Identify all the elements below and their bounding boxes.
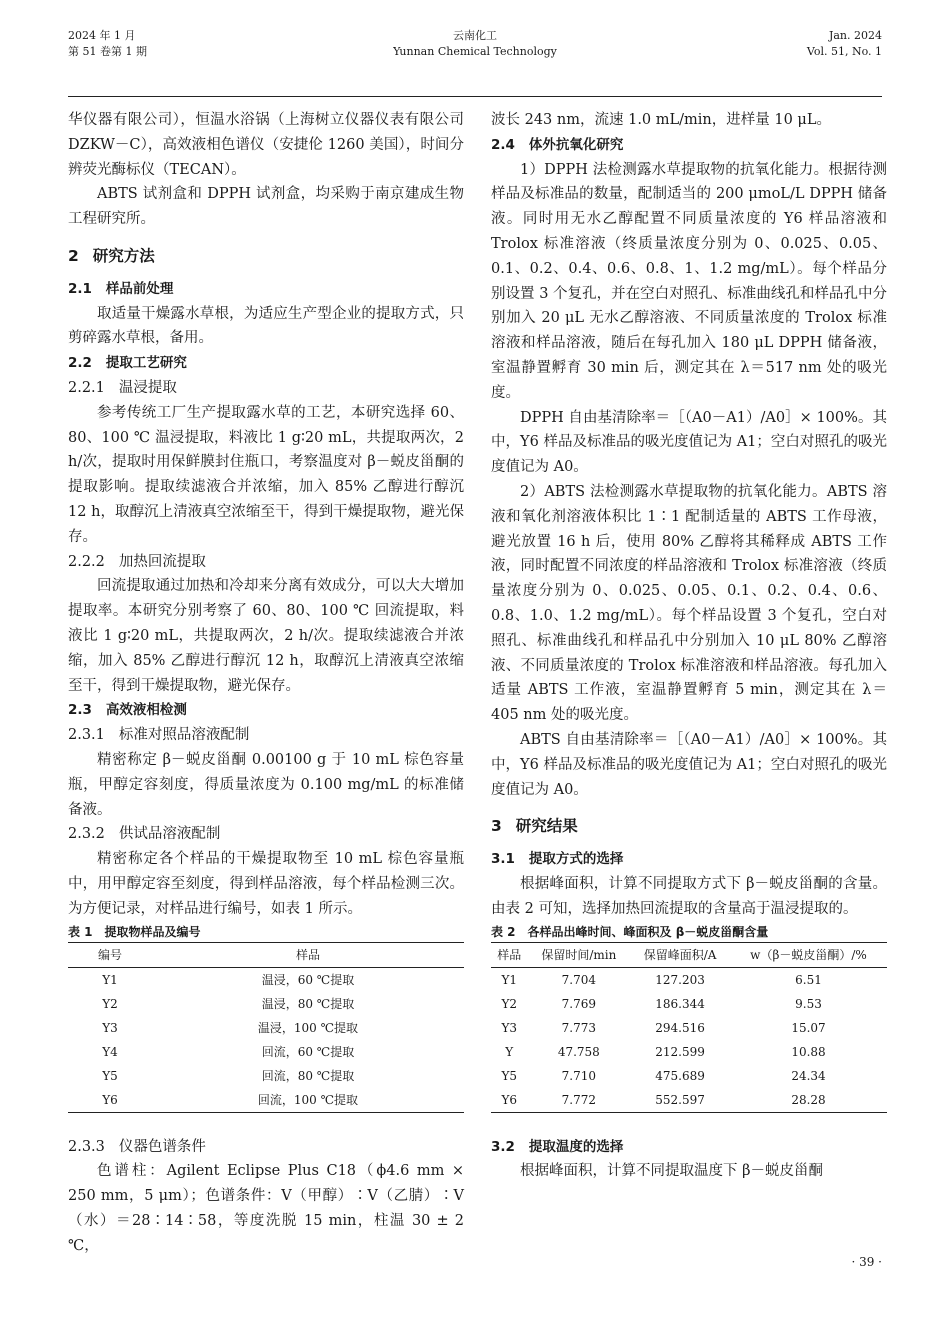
volume-issue-en-line: Vol. 51, No. 1: [806, 45, 882, 58]
results-table: [491, 942, 887, 1113]
table-cell: Y5: [102, 1068, 118, 1083]
table-cell: 294.516: [655, 1020, 705, 1035]
table-header-cell: 保留时间/min: [527, 942, 630, 967]
table-cell: 7.773: [561, 1020, 596, 1035]
table-cell: Y6: [68, 1088, 152, 1113]
subsection-title: 提取方式的选择: [528, 851, 624, 868]
section-title: 研究方法: [92, 246, 155, 265]
table-cell: Y3: [501, 1020, 517, 1035]
table-cell: 回流，80 ℃提取: [261, 1068, 355, 1083]
subsection-title: 体外抗氧化研究: [528, 136, 624, 153]
header-rule: [68, 96, 882, 97]
table-row: [68, 1088, 464, 1113]
subsection-number: 2.2: [68, 355, 92, 372]
table-row: [68, 1064, 464, 1088]
table-header-cell: 保留峰面积/A: [630, 942, 730, 967]
paragraph: 华仪器有限公司），恒温水浴锅（上海树立仪器仪表有限公司 DZKW－C），高效液相色谱仪（安捷伦 1260 美国），时间分辨荧光酶标仪（TECAN）。: [68, 112, 464, 178]
table-header-cell: 样品: [152, 942, 464, 967]
page-number: · 39 ·: [851, 1255, 882, 1269]
right-column: [491, 108, 887, 1184]
paragraph: 根据峰面积，计算不同提取方式下 β－蜕皮甾酮的含量。由表 2 可知，选择加热回流提取的含量高于温浸提取的。: [491, 875, 887, 917]
table-cell: 温浸，100 ℃提取: [257, 1020, 359, 1035]
table-cell: Y2: [501, 996, 517, 1011]
table-cell: 47.758: [557, 1044, 600, 1059]
subsubsection-number: 2.3.1: [68, 727, 105, 744]
subsection-heading: [68, 351, 464, 376]
table-cell: 9.53: [795, 996, 822, 1011]
table-cell: Y1: [501, 972, 517, 987]
table-cell: Y1: [102, 972, 118, 987]
subsubsection-number: 2.3.3: [68, 1138, 105, 1155]
table-cell: 7.769: [561, 996, 596, 1011]
paragraph: ABTS 试剂盒和 DPPH 试剂盒，均采购于南京建成生物工程研究所。: [68, 186, 464, 228]
table-row: [491, 1088, 887, 1113]
subsubsection-title: 仪器色谱条件: [118, 1138, 206, 1155]
table-row: [491, 1016, 887, 1040]
paragraph: 精密称定各个样品的干燥提取物至 10 mL 棕色容量瓶中，用甲醇定容至刻度，得到样品溶液，每个样品检测三次。为方便记录，对样品进行编号，如表 1 所示。: [68, 851, 464, 917]
subsubsection-heading: [68, 376, 464, 401]
section-heading: [491, 814, 887, 839]
issue-date-en: [807, 28, 882, 60]
table-row: [491, 1040, 887, 1064]
subsubsection-title: 温浸提取: [118, 379, 177, 396]
paragraph: 色谱柱：Agilent Eclipse Plus C18（ϕ4.6 mm × 250 mm，5 μm）；色谱条件：V（甲醇）∶V（乙腈）∶V（水）＝28∶14∶58，等度洗脱 15 min，柱温 30 ± 2 ℃，: [68, 1163, 464, 1254]
subsection-heading: [491, 133, 887, 158]
table-cell: 回流，60 ℃提取: [261, 1044, 355, 1059]
subsection-heading: [491, 1135, 887, 1160]
table-cell: 24.34: [791, 1068, 826, 1083]
subsubsection-number: 2.2.2: [68, 553, 105, 570]
section-heading: [68, 244, 464, 269]
table-header-cell: 样品: [491, 942, 527, 967]
volume-issue-line: 第 51 卷第 1 期: [68, 45, 147, 58]
paragraph: 参考传统工厂生产提取露水草的工艺，本研究选择 60、80、100 ℃ 温浸提取，料液比 1 g∶20 mL，共提取两次，2 h/次，提取时用保鲜膜封住瓶口，考察温度对 β－蜕皮甾酮的提取影响。提取续滤液合并浓缩，加入 85% 乙醇进行醇沉 12 h，取醇沉上清液真空浓缩至干，得到干燥提取物，避光保存。: [68, 404, 464, 545]
table-row: [68, 1016, 464, 1040]
subsection-number: 3.2: [491, 1138, 515, 1155]
paragraph: 1）DPPH 法检测露水草提取物的抗氧化能力。根据待测样品及标准品的数量，配制适当的 200 μmoL/L DPPH 储备液。同时用无水乙醇配置不同质量浓度的 Y6 样品溶液和 Trolox 标准溶液（终质量浓度分别为 0、0.025、0.05、0.1、0.2、0.4、0.6、0.8、1、1.2 mg/mL）。每个样品分别设置 3 个复孔，并在空白对照孔、标准曲线孔和样品孔中分别加入 20 μL 无水乙醇溶液、不同质量浓度的 Trolox 标准溶液和样品溶液，随后在每孔加入 180 μL DPPH 储备液，室温静置孵育 30 min 后，测定其在 λ＝517 nm 处的吸光度。: [491, 161, 887, 401]
subsection-number: 2.3: [68, 702, 92, 719]
subsection-heading: [68, 277, 464, 302]
subsubsection-title: 供试品溶液配制: [118, 826, 221, 843]
left-column: [68, 108, 464, 1258]
formula-paragraph: ABTS 自由基清除率＝［（A0－A1）/A0］× 100%。其中，Y6 样品及标准品的吸光度值记为 A1；空白对照孔的吸光度值记为 A0。: [491, 731, 887, 798]
table-caption: 表 2 各样品出峰时间、峰面积及 β－蜕皮甾酮含量: [491, 924, 769, 939]
table-cell: 127.203: [655, 972, 705, 987]
table-cell: Y3: [102, 1020, 118, 1035]
table-caption: 表 1 提取物样品及编号: [68, 924, 201, 939]
table-cell: 7.772: [527, 1088, 630, 1113]
section-number: 2: [68, 246, 79, 265]
table-cell: 温浸，60 ℃提取: [261, 972, 355, 987]
section-number: 3: [491, 817, 502, 836]
subsection-title: 提取温度的选择: [528, 1138, 624, 1155]
subsubsection-heading: [68, 550, 464, 575]
paragraph: 2）ABTS 法检测露水草提取物的抗氧化能力。ABTS 溶液和氧化剂溶液体积比 1∶1 配制适量的 ABTS 工作母液，避光放置 16 h 后，使用 80% 乙醇将其稀释成 ABTS 工作液，同时配置不同浓度的样品溶液和 Trolox 标准溶液（终质量浓度分别为 0、0.025、0.05、0.1、0.2、0.4、0.6、0.8、1.0、1.2 mg/mL）。每个样品设置 3 个复孔，空白对照孔、标准曲线孔和样品孔中分别加入 10 μL 80% 乙醇溶液、不同质量浓度的 Trolox 标准溶液和样品溶液。每孔加入适量 ABTS 工作液，室温静置孵育 5 min，测定其在 λ＝405 nm 处的吸光度。: [491, 483, 887, 724]
subsection-number: 2.1: [68, 280, 92, 297]
section-title: 研究结果: [515, 817, 578, 836]
subsection-title: 高效液相检测: [105, 702, 187, 719]
formula-paragraph: DPPH 自由基清除率＝［（A0－A1）/A0］× 100%。其中，Y6 样品及标准品的吸光度值记为 A1；空白对照孔的吸光度值记为 A0。: [491, 409, 887, 476]
table-cell: 28.28: [730, 1088, 887, 1113]
journal-name-cn: 云南化工: [453, 29, 497, 42]
subsubsection-number: 2.3.2: [68, 826, 105, 843]
subsection-number: 3.1: [491, 851, 515, 868]
subsubsection-number: 2.2.1: [68, 379, 105, 396]
subsubsection-heading: [68, 822, 464, 847]
table-cell: 186.344: [655, 996, 705, 1011]
journal-name-en: Yunnan Chemical Technology: [393, 45, 557, 58]
table-cell: 回流，100 ℃提取: [152, 1088, 464, 1113]
issue-date-line: 2024 年 1 月: [68, 29, 136, 42]
subsubsection-title: 标准对照品溶液配制: [118, 727, 250, 744]
table-header-cell: w（β－蜕皮甾酮）/%: [730, 942, 887, 967]
table-cell: 6.51: [795, 972, 822, 987]
table-row: [68, 992, 464, 1016]
table-row: [491, 967, 887, 992]
subsection-heading: [68, 698, 464, 723]
paragraph: 回流提取通过加热和冷却来分离有效成分，可以大大增加提取率。本研究分别考察了 60、80、100 ℃ 回流提取，料液比 1 g∶20 mL，共提取两次，2 h/次。提取续滤液合并浓缩，加入 85% 乙醇进行醇沉 12 h，取醇沉上清液真空浓缩至干，得到干燥提取物，避光保存。: [68, 578, 464, 694]
table-cell: 7.704: [561, 972, 596, 987]
running-header: [68, 22, 882, 72]
paragraph: 波长 243 nm，流速 1.0 mL/min，进样量 10 μL。: [491, 112, 831, 128]
issue-date-en-line: Jan. 2024: [828, 29, 882, 42]
journal-name: [68, 28, 882, 60]
samples-table: [68, 942, 464, 1113]
table-cell: 7.710: [561, 1068, 596, 1083]
table-row: [68, 1040, 464, 1064]
table-cell: 552.597: [630, 1088, 730, 1113]
subsubsection-title: 加热回流提取: [118, 553, 206, 570]
subsubsection-heading: [68, 723, 464, 748]
paragraph: 根据峰面积，计算不同提取温度下 β－蜕皮甾酮: [520, 1163, 823, 1180]
paragraph: 精密称定 β－蜕皮甾酮 0.00100 g 于 10 mL 棕色容量瓶，甲醇定容刻度，得质量浓度为 0.100 mg/mL 的标准储备液。: [68, 751, 464, 818]
subsubsection-heading: [68, 1135, 464, 1160]
table-cell: 温浸，80 ℃提取: [261, 996, 355, 1011]
table-cell: Y4: [102, 1044, 118, 1059]
table-row: [491, 992, 887, 1016]
table-cell: Y5: [501, 1068, 517, 1083]
table-cell: 212.599: [655, 1044, 705, 1059]
subsection-title: 提取工艺研究: [105, 355, 187, 372]
table-cell: Y2: [102, 996, 118, 1011]
table-cell: 15.07: [791, 1020, 826, 1035]
table-row: [491, 1064, 887, 1088]
subsection-title: 样品前处理: [105, 280, 174, 297]
paragraph: 取适量干燥露水草根，为适应生产型企业的提取方式，只剪碎露水草根，备用。: [68, 305, 464, 347]
table-cell: Y6: [491, 1088, 527, 1113]
subsection-number: 2.4: [491, 136, 515, 153]
table-cell: 10.88: [791, 1044, 826, 1059]
table-row: [68, 967, 464, 992]
table-cell: 475.689: [655, 1068, 705, 1083]
table-header-cell: 编号: [68, 942, 152, 967]
subsection-heading: [491, 847, 887, 872]
table-cell: Y: [505, 1044, 514, 1059]
